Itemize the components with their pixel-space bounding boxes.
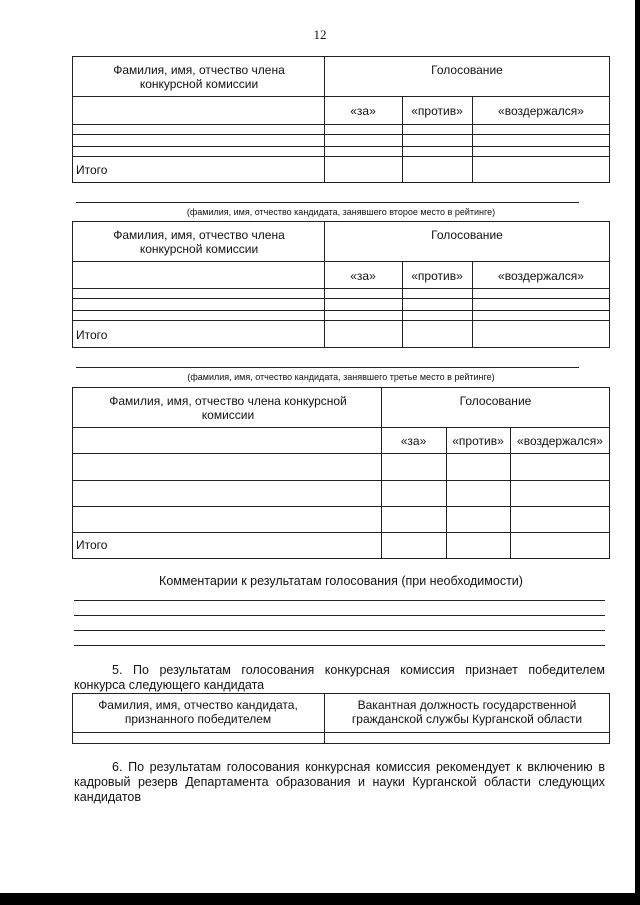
against-header: «против» (411, 269, 463, 283)
scan-edge-bottom (0, 893, 640, 905)
scan-edge-right (635, 0, 640, 905)
comment-line (74, 645, 605, 646)
against-header: «против» (411, 104, 463, 118)
paragraph-5: 5. По результатам голосования конкурсная комиссия признает победителем конкурса следующего кандидата (74, 663, 605, 692)
total-label: Итого (76, 538, 108, 552)
total-label: Итого (76, 163, 108, 177)
abstained-header: «воздержался» (517, 434, 603, 448)
comment-line (74, 615, 605, 616)
candidate-3-line (76, 367, 579, 368)
candidate-2-line (76, 202, 579, 203)
member-header: Фамилия, имя, отчество члена конкурсной комиссии (113, 63, 285, 91)
paragraph-6: 6. По результатам голосования конкурсная комиссия рекомендует к включению в кадровый резерв Департамента образования и науки Курганской области следующих кандидатов (74, 760, 605, 804)
voting-header: Голосование (431, 228, 503, 242)
abstained-header: «воздержался» (498, 269, 584, 283)
comments-title: Комментарии к результатам голосования (при необходимости) (159, 574, 523, 588)
member-header: Фамилия, имя, отчество члена конкурсной комиссии (113, 228, 285, 256)
against-header: «против» (452, 434, 504, 448)
for-header: «за» (400, 434, 427, 448)
for-header: «за» (350, 104, 376, 118)
for-header: «за» (350, 269, 376, 283)
page-number: 12 (313, 27, 327, 42)
caption-third-place: (фамилия, имя, отчество кандидата, занявшего третье место в рейтинге) (187, 372, 495, 382)
total-label: Итого (76, 328, 108, 342)
voting-header: Голосование (431, 63, 503, 77)
comment-line (74, 600, 605, 601)
comment-line (74, 630, 605, 631)
vacant-position-header: Вакантная должность государственной гражданской службы Курганской области (351, 698, 583, 726)
abstained-header: «воздержался» (498, 104, 584, 118)
member-header: Фамилия, имя, отчество члена конкурсной комиссии (109, 394, 347, 422)
winner-name-header: Фамилия, имя, отчество кандидата, признанного победителем (98, 698, 298, 726)
caption-second-place: (фамилия, имя, отчество кандидата, занявшего второе место в рейтинге) (186, 207, 496, 217)
voting-header: Голосование (459, 394, 532, 408)
